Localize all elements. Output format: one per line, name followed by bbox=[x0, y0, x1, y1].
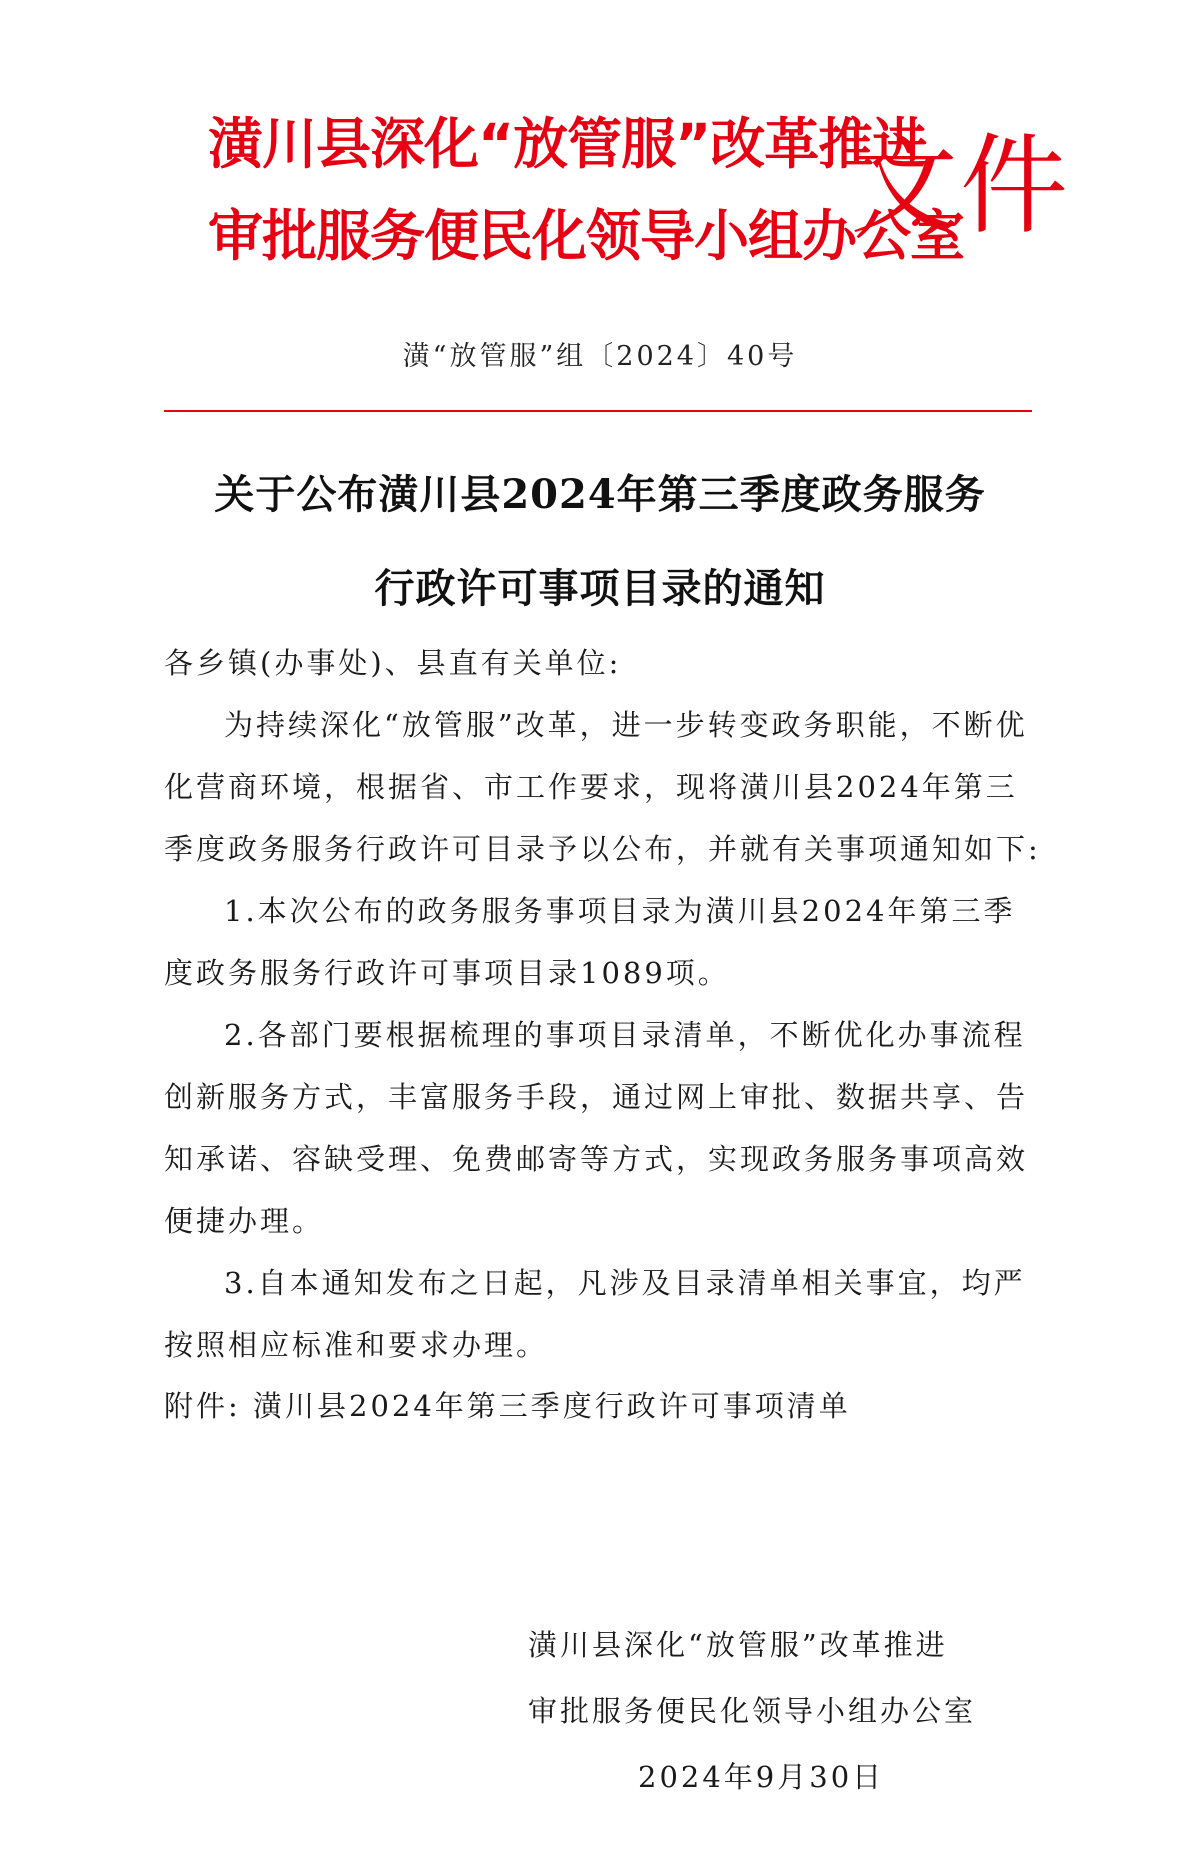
document-number: 潢“放管服”组〔2024〕40号 bbox=[402, 341, 798, 372]
title-line-1: 关于公布潢川县2024年第三季度政务服务 bbox=[214, 471, 986, 518]
red-divider-line bbox=[164, 410, 1032, 412]
attachment-note: 附件: 潢川县2024年第三季度行政许可事项清单 bbox=[164, 1389, 851, 1423]
org-name-line-2: 审批服务便民化领导小组办公室 bbox=[208, 204, 965, 268]
org-name-line-1: 潢川县深化“放管服”改革推进 bbox=[208, 112, 927, 176]
signature-line-1: 潢川县深化“放管服”改革推进 bbox=[528, 1628, 948, 1662]
item-2-paragraph: 2.各部门要根据梳理的事项目录清单，不断优化办事流程创新服务方式，丰富服务手段，通过网上审批、数据共享、告知承诺、容缺受理、免费邮寄等方式，实现政务服务事项高效便捷办理。 bbox=[164, 1018, 1029, 1238]
document-title bbox=[0, 448, 1200, 636]
signature-block bbox=[528, 1612, 976, 1810]
document-body bbox=[164, 632, 1044, 1436]
item-1-paragraph: 1.本次公布的政务服务事项目录为潢川县2024年第三季度政务服务行政许可事项目录1089项。 bbox=[164, 894, 1016, 990]
signature-line-2: 审批服务便民化领导小组办公室 bbox=[528, 1694, 977, 1728]
document-type-label: 文件 bbox=[850, 124, 1071, 249]
item-3-paragraph: 3.自本通知发布之日起，凡涉及目录清单相关事宜，均严按照相应标准和要求办理。 bbox=[164, 1266, 1026, 1362]
signature-date: 2024年9月30日 bbox=[638, 1760, 885, 1794]
salutation: 各乡镇(办事处)、县直有关单位: bbox=[164, 646, 622, 680]
intro-paragraph: 为持续深化“放管服”改革，进一步转变政务职能，不断优化营商环境，根据省、市工作要求，现将潢川县2024年第三季度政务服务行政许可目录予以公布，并就有关事项通知如下: bbox=[164, 708, 1041, 866]
title-line-2: 行政许可事项目录的通知 bbox=[374, 565, 826, 612]
